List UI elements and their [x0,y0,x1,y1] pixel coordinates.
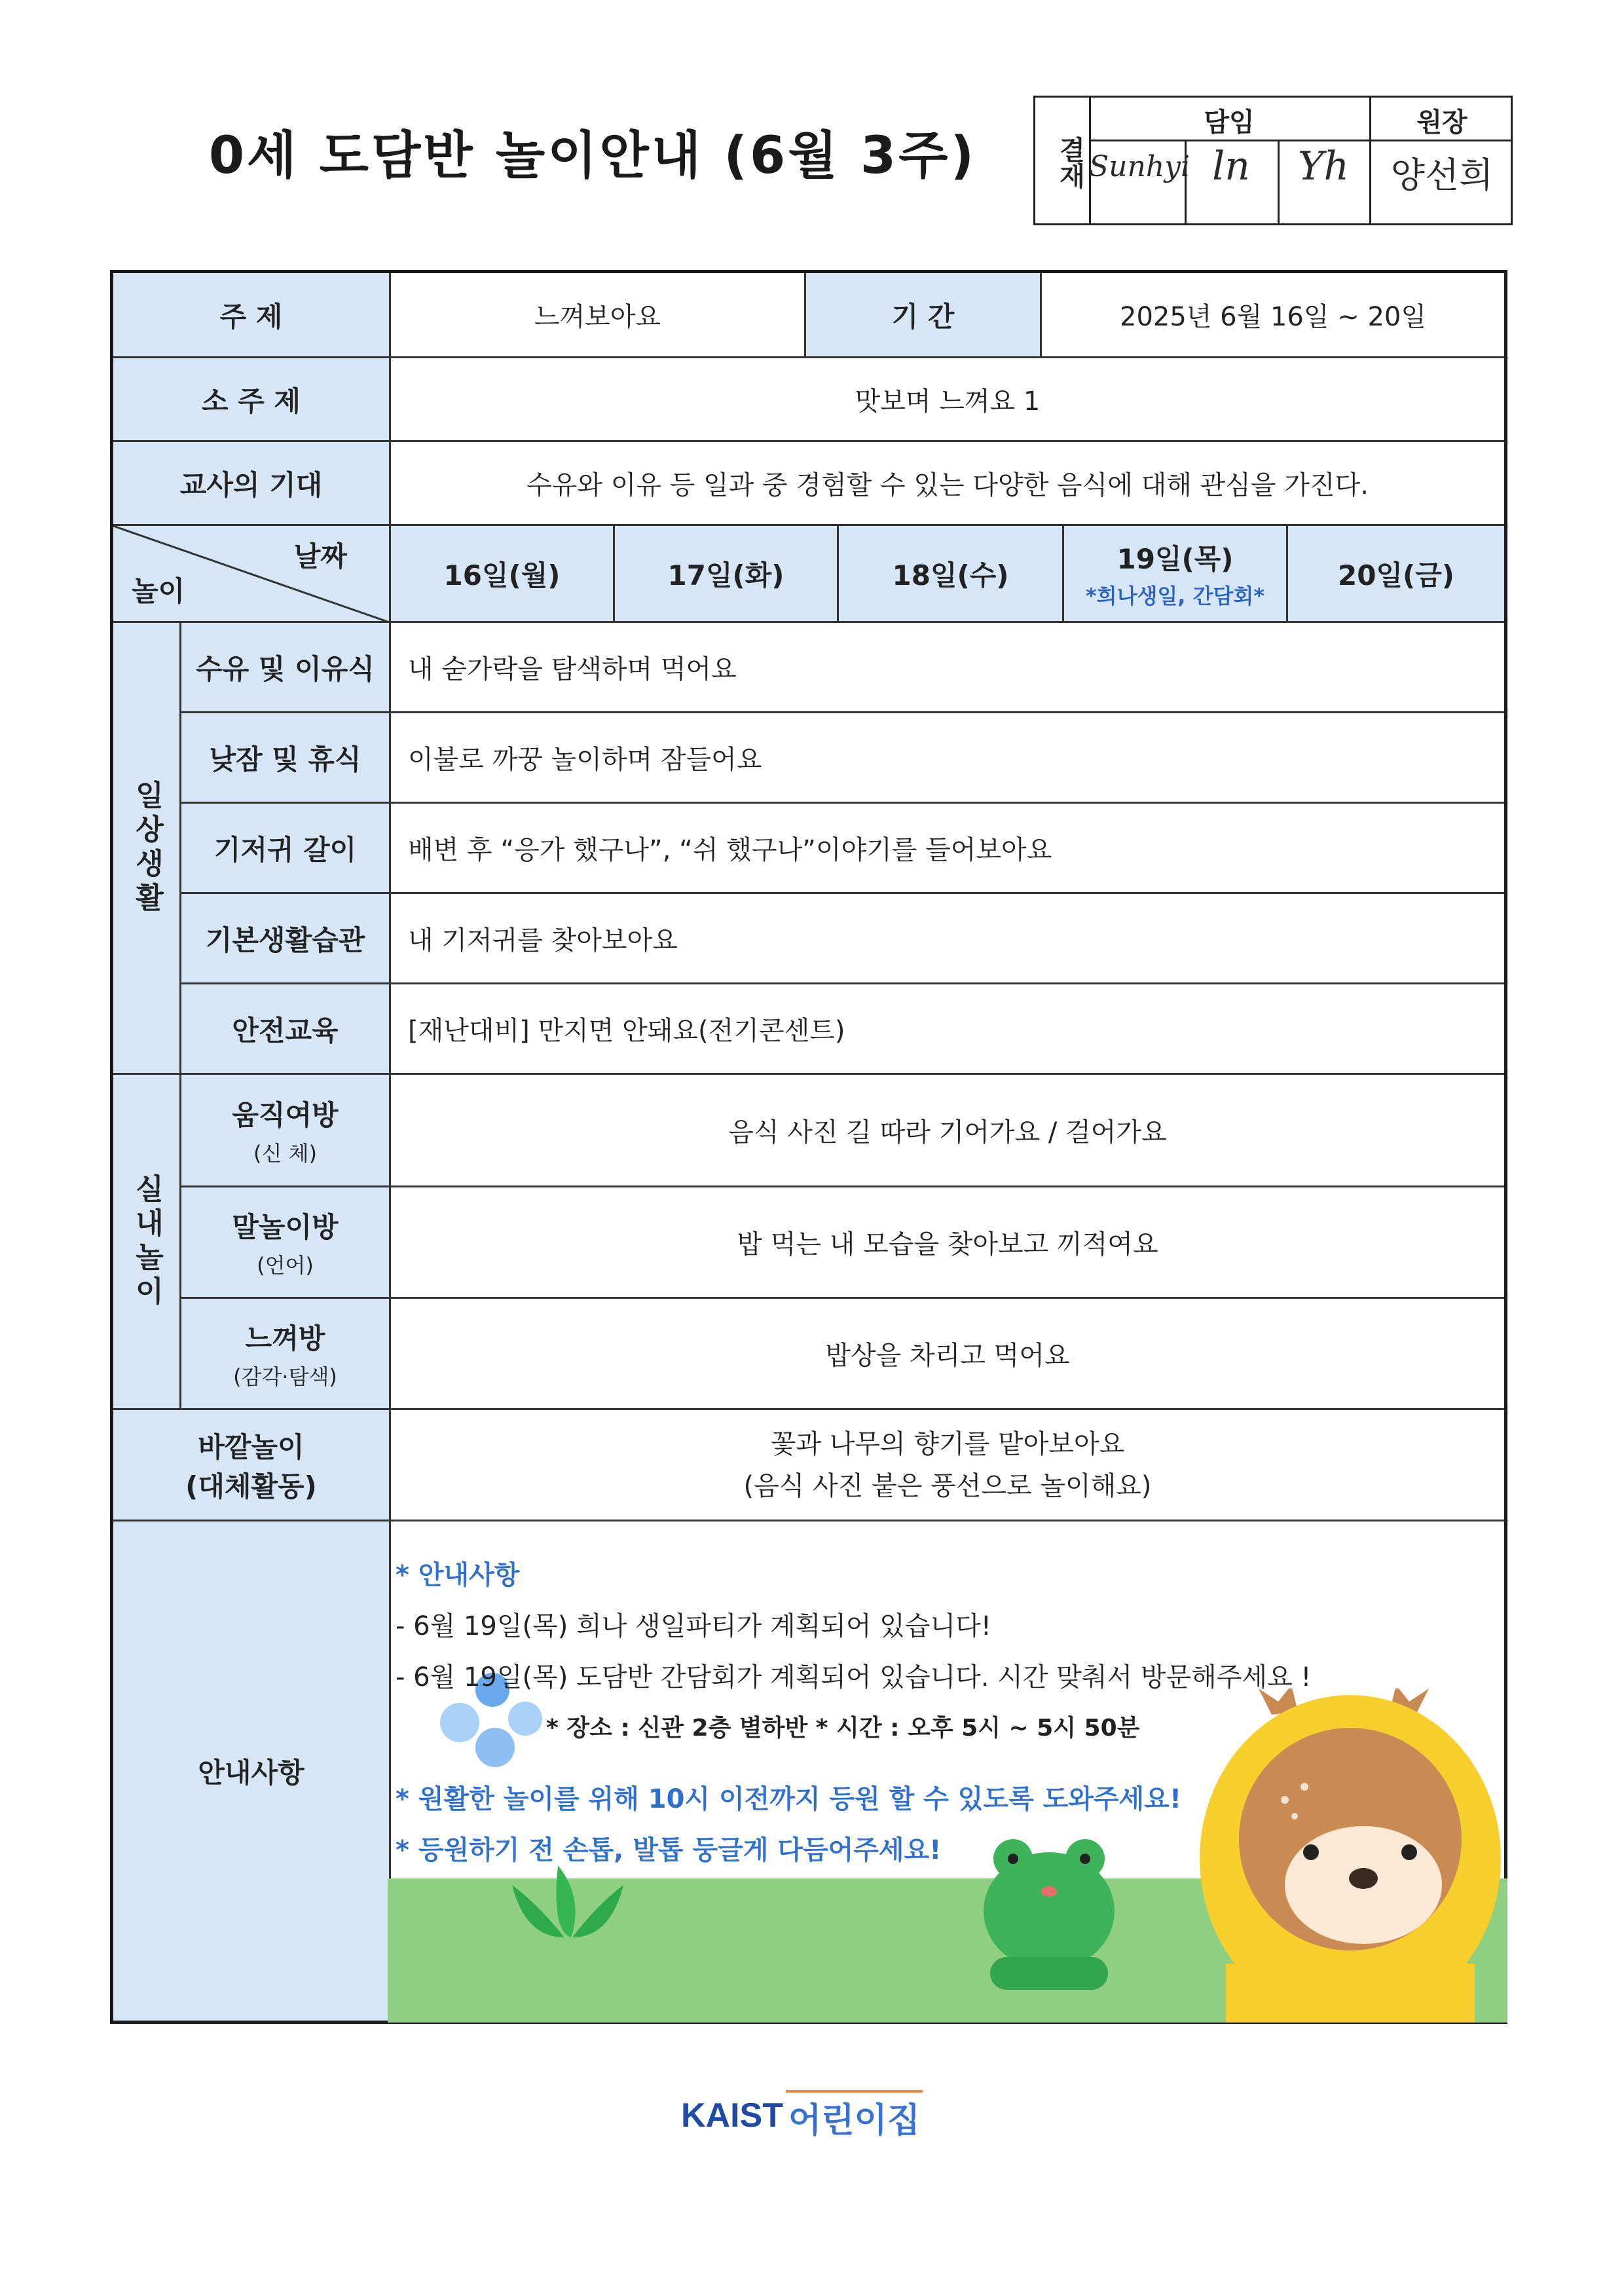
daily-row-value: 내 숟가락을 탐색하며 먹어요 [391,623,1504,713]
outdoor-value-cell [391,1410,1504,1521]
date-play-corner [113,526,391,623]
expect-value: 수유와 이유 등 일과 중 경험할 수 있는 다양한 음식에 대해 관심을 가진다. [391,442,1504,526]
outdoor-line-2: (음식 사진 붙은 풍선으로 놀이해요) [743,1470,1152,1501]
notice-text [396,1550,1311,1876]
daily-row-label: 기저귀 갈이 [181,804,391,894]
outdoor-label: 바깥놀이 [198,1430,304,1463]
subtheme-label: 소 주 제 [113,358,391,442]
daily-row-value: 내 기저귀를 찾아보아요 [391,894,1504,984]
day-mon: 16일(월) [391,526,615,623]
day-fri: 20일(금) [1288,526,1504,623]
notice-heading: * 안내사항 [396,1560,520,1590]
corner-date-label: 날짜 [293,540,347,572]
day-thu-cell [1064,526,1288,623]
daily-life-group [113,623,181,1075]
indoor-row-label-cell [181,1299,391,1410]
daily-row-label: 안전교육 [181,984,391,1075]
outdoor-label-sub: (대체활동) [185,1470,317,1502]
daily-row-label: 기본생활습관 [181,894,391,984]
signature-1: Sunhyi [1089,150,1190,183]
indoor-row-value: 밥 먹는 내 모습을 찾아보고 끼적여요 [391,1187,1504,1299]
indoor-row-label: 움직여방 [232,1098,339,1131]
subtheme-value: 맛보며 느껴요 1 [391,358,1504,442]
notice-area [388,1525,1507,2023]
indoor-row-label: 말놀이방 [232,1210,339,1243]
corner-play-label: 놀이 [132,575,185,607]
theme-label: 주 제 [113,273,391,358]
indoor-row-value: 음식 사진 길 따라 기어가요 / 걸어가요 [391,1075,1504,1187]
approval-side-label: 결재 [1055,136,1085,189]
indoor-row-sub: (신 체) [253,1140,317,1166]
notice-line-1: - 6월 19일(목) 희나 생일파티가 계획되어 있습니다! [396,1611,991,1641]
theme-value: 느껴보아요 [391,273,806,358]
logo-kaist-text: KAIST [681,2097,783,2135]
daily-row-label: 낮잠 및 휴식 [181,713,391,804]
outdoor-line-1: 꽃과 나무의 향기를 맡아보아요 [770,1428,1125,1459]
signature-3: Yh [1297,143,1350,189]
indoor-row-label: 느껴방 [245,1322,325,1354]
expect-label: 교사의 기대 [113,442,391,526]
signature-2: ln [1212,143,1250,189]
day-thu: 19일(목) [1116,542,1234,575]
indoor-row-sub: (언어) [257,1252,314,1278]
indoor-row-label-cell [181,1187,391,1299]
day-thu-note: *희나생일, 간담회* [1085,583,1265,608]
logo-korean-text: 어린이집 [786,2090,923,2142]
daily-row-value: 이불로 까꿍 놀이하며 잠들어요 [391,713,1504,804]
day-tue: 17일(화) [615,526,839,623]
approval-homeroom-label: 담임 [1204,107,1255,138]
page-title: 0세 도담반 놀이안내 (6월 3주) [208,126,977,185]
indoor-play-group [113,1075,181,1410]
indoor-row-value: 밥상을 차리고 먹어요 [391,1299,1504,1410]
indoor-row-label-cell [181,1075,391,1187]
approval-director-label: 원장 [1416,107,1467,138]
notice-label: 안내사항 [113,1521,391,2021]
daily-row-value: [재난대비] 만지면 안돼요(전기콘센트) [391,984,1504,1075]
signature-director: 양선희 [1390,155,1494,196]
notice-line-2: - 6월 19일(목) 도담반 간담회가 계획되어 있습니다. 시간 맞춰서 방문해주세요 ! [396,1662,1312,1692]
indoor-play-label: 실내놀이 [130,1173,164,1310]
period-label: 기 간 [806,273,1042,358]
daily-row-value: 배변 후 “응가 했구나”, “쉬 했구나”이야기를 들어보아요 [391,804,1504,894]
notice-blue-2: * 등원하기 전 손톱, 발톱 둥글게 다듬어주세요! [396,1835,942,1865]
daily-row-label: 수유 및 이유식 [181,623,391,713]
approval-box [1033,96,1513,225]
outdoor-label-cell [113,1410,391,1521]
daily-life-label: 일상생활 [130,779,164,916]
indoor-row-sub: (감각·탐색) [233,1364,337,1389]
period-value: 2025년 6월 16일 ~ 20일 [1042,273,1504,358]
notice-blue-1: * 원활한 놀이를 위해 10시 이전까지 등원 할 수 있도록 도와주세요! [396,1784,1182,1814]
kaist-logo [681,2089,956,2142]
notice-place-time: * 장소 : 신관 2층 별하반 * 시간 : 오후 5시 ~ 5시 50분 [546,1715,1140,1742]
day-wed: 18일(수) [839,526,1064,623]
